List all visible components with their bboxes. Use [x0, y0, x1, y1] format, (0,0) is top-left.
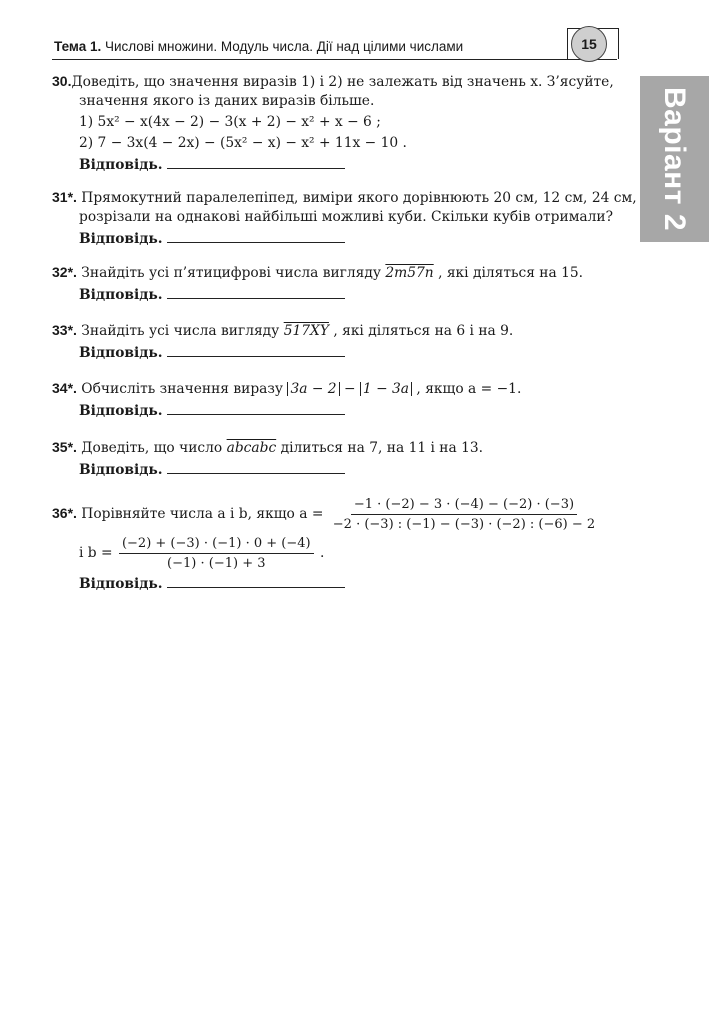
problem-text: Прямокутний паралелепіпед, виміри якого дорівнюють 20 см, 12 см, 24 см,: [76, 190, 637, 206]
problem-text: , які діляться на 15.: [433, 265, 584, 281]
answer-label: Відповідь.: [79, 157, 163, 173]
variant-side-tab: [640, 76, 709, 242]
problem-number: 34*.: [52, 380, 77, 396]
answer-blank[interactable]: [167, 286, 345, 299]
minus-sign: −: [339, 381, 360, 397]
absolute-value-2: 1 − 3a: [360, 382, 412, 396]
answer-label: Відповідь.: [79, 462, 163, 478]
problem-text: значення якого із даних виразів більше.: [79, 93, 375, 109]
answer-label: Відповідь.: [79, 231, 163, 247]
answer-blank[interactable]: [167, 402, 345, 415]
problem-36: [52, 496, 622, 594]
fraction-b: [119, 535, 314, 572]
problem-34: [52, 379, 622, 421]
answer-blank[interactable]: [167, 575, 345, 588]
problem-31: [52, 188, 637, 249]
problem-number: 30.: [52, 73, 72, 89]
answer-blank[interactable]: [167, 344, 345, 357]
problem-35: [52, 438, 622, 480]
problem-text: Доведіть, що число: [76, 440, 227, 456]
number-pattern: 517XY: [283, 323, 329, 339]
problem-text: Знайдіть усі числа вигляду: [76, 323, 284, 339]
answer-label: Відповідь.: [79, 287, 163, 303]
fraction-a-numerator: −1 · (−2) − 3 · (−4) − (−2) · (−3): [351, 496, 577, 515]
variant-label: Варіант 2: [658, 86, 692, 232]
answer-label: Відповідь.: [79, 576, 163, 592]
problem-number: 33*.: [52, 322, 77, 338]
answer-blank[interactable]: [167, 156, 345, 169]
answer-blank[interactable]: [167, 230, 345, 243]
topic-label: Тема 1.: [54, 39, 102, 54]
number-pattern: 2m57n: [385, 265, 434, 281]
problem-text: розрізали на однакові найбільші можливі куби. Скільки кубів отримали?: [79, 209, 614, 225]
b-prefix: і b =: [79, 545, 117, 561]
problem-text: ділиться на 7, на 11 і на 13.: [276, 440, 484, 456]
problem-text: Знайдіть усі п’ятицифрові числа вигляду: [76, 265, 386, 281]
answer-line: [52, 156, 622, 175]
fraction-b-denominator: (−1) · (−1) + 3: [167, 556, 266, 571]
header-rule: [52, 59, 617, 60]
page-header: [52, 36, 617, 60]
topic-text: Числові множини. Модуль числа. Дії над цілими числами: [101, 39, 464, 54]
header-title: [54, 39, 463, 54]
answer-line: [52, 461, 622, 480]
problem-text: , якщо a = −1.: [412, 381, 522, 397]
problem-number: 35*.: [52, 439, 77, 455]
problem-32: [52, 263, 622, 305]
answer-line: [52, 344, 622, 363]
answer-line: [52, 230, 622, 249]
absolute-value-1: 3a − 2: [287, 382, 339, 396]
problem-text: , які діляться на 6 і на 9.: [328, 323, 514, 339]
expression-2: 2) 7 − 3x(4 − 2x) − (5x² − x) − x² + 11x − 10 .: [79, 135, 407, 151]
fraction-b-numerator: (−2) + (−3) · (−1) · 0 + (−4): [119, 535, 314, 554]
answer-line: [52, 286, 622, 305]
number-pattern: abcabc: [226, 440, 277, 456]
b-suffix: .: [315, 545, 325, 561]
expression-1: 1) 5x² − x(4x − 2) − 3(x + 2) − x² + x − 6 ;: [79, 114, 381, 130]
answer-label: Відповідь.: [79, 345, 163, 361]
problem-text: Доведіть, що значення виразів 1) і 2) не залежать від значень x. З’ясуйте,: [71, 74, 614, 90]
problem-number: 32*.: [52, 264, 77, 280]
fraction-a-denominator: −2 · (−3) : (−1) − (−3) · (−2) : (−6) − 2: [332, 517, 596, 532]
problem-text: Обчисліть значення виразу: [76, 381, 288, 397]
problem-number: 31*.: [52, 189, 77, 205]
answer-blank[interactable]: [167, 461, 345, 474]
problem-30: [52, 72, 622, 175]
answer-label: Відповідь.: [79, 403, 163, 419]
problem-number: 36*.: [52, 505, 77, 521]
answer-line: [52, 575, 622, 594]
problem-text: Порівняйте числа a і b, якщо a =: [76, 506, 328, 522]
answer-line: [52, 402, 622, 421]
page-number: 15: [571, 26, 607, 62]
problem-33: [52, 321, 622, 363]
fraction-a: [330, 496, 598, 533]
